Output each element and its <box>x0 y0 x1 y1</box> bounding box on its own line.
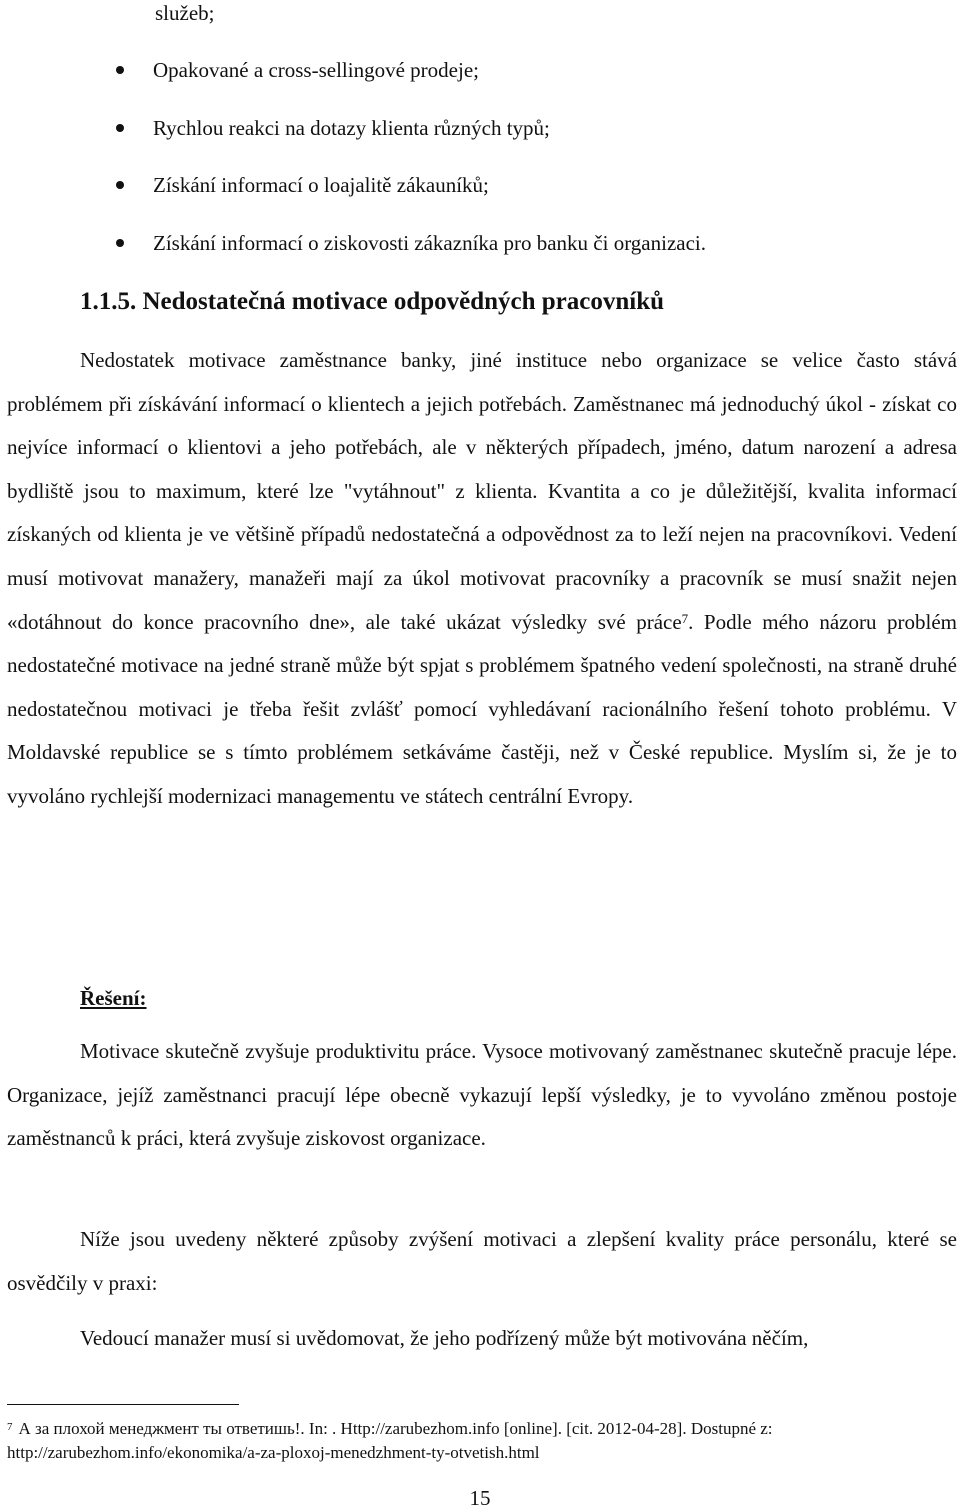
list-item-text: Opakované a cross-sellingové prodeje; <box>153 58 479 82</box>
paragraph-solution <box>7 1030 957 1161</box>
paragraph-methods <box>7 1218 957 1305</box>
paragraph-text-continued: . Podle mého názoru problém nedostatečné motivace na jedné straně může být spjat s problémem špatného vedení společnosti, na straně druhé nedostatečnou motivaci je třeba řešit zvlášť pomocí vyhledávaní racionálního řešení tohoto problému. V Moldavské republice se s tímto problémem setkáváme častěji, než v České republice. Myslím si, že je to vyvoláno rychlejší modernizaci managementu ve státech centrální Evropy. <box>7 609 957 808</box>
page-number: 15 <box>469 1486 491 1510</box>
paragraph-text: Motivace skutečně zvyšuje produktivitu práce. Vysoce motivovaný zaměstnanec skutečně pracuje lépe. Organizace, jejíž zaměstnanci pracují lépe obecně vykazují lepší výsledky, je to vyvoláno změnou postoje zaměstnanců k práci, která zvyšuje ziskovost organizace. <box>7 1039 957 1151</box>
paragraph-text: Níže jsou uvedeny některé způsoby zvýšení motivaci a zlepšení kvality práce personálu, které se osvědčily v praxi: <box>7 1227 957 1295</box>
paragraph-text: Vedoucí manažer musí si uvědomovat, že jeho podřízený může být motivována něčím, <box>80 1326 809 1350</box>
list-item <box>0 115 960 173</box>
section-heading: 1.1.5. Nedostatečná motivace odpovědných pracovníků <box>80 288 665 315</box>
list-item <box>0 57 960 115</box>
paragraph-manager <box>7 1317 957 1361</box>
footnote-divider <box>7 1404 239 1405</box>
paragraph-motivation <box>7 339 957 819</box>
footnote-text: А за плохой менеджмент ты ответишь!. In: . Http://zarubezhom.info [online]. [cit. 2012-04-28]. Dostupné z: http://zarubezhom.info/ekonomika/a-za-ploxoj-menedzhment-ty-otvetish.html <box>7 1419 773 1462</box>
list-item-text: Získání informací o ziskovosti zákazníka pro banku či organizaci. <box>153 230 707 255</box>
top-fragment: služeb; <box>155 1 215 25</box>
bullet-list <box>0 57 960 287</box>
footnote-number: 7 <box>7 1421 13 1433</box>
bullet-icon <box>116 239 124 247</box>
footnote-reference: 7 <box>681 610 689 626</box>
list-item <box>0 172 960 230</box>
list-item <box>0 230 960 288</box>
bullet-icon <box>116 181 124 189</box>
solution-heading: Řešení: <box>80 986 147 1010</box>
paragraph-text: Nedostatek motivace zaměstnance banky, jiné instituce nebo organizace se velice často stává problémem při získávání informací o klientech a jejich potřebách. Zaměstnanec má jednoduchý úkol - získat co nejvíce informací o klientovi a jeho potřebách, ale v některých případech, jméno, datum narození a adresa bydliště jsou to maximum, které lze "vytáhnout" z klienta. Kvantita a co je důležitější, kvalita informací získaných od klienta je ve většině případů nedostatečná a odpovědnost za to leží nejen na pracovníkovi. Vedení musí motivovat manažery, manažeři mají za úkol motivovat pracovníky a pracovník se musí snažit nejen «dotáhnout do konce pracovního dne», ale také ukázat výsledky své práce <box>7 348 957 634</box>
bullet-icon <box>116 124 124 132</box>
bullet-icon <box>116 66 124 74</box>
footnote <box>7 1417 957 1465</box>
list-item-text: Rychlou reakci na dotazy klienta různých typů; <box>153 115 550 140</box>
list-item-text: Získání informací o loajalitě zákauníků; <box>153 173 489 197</box>
